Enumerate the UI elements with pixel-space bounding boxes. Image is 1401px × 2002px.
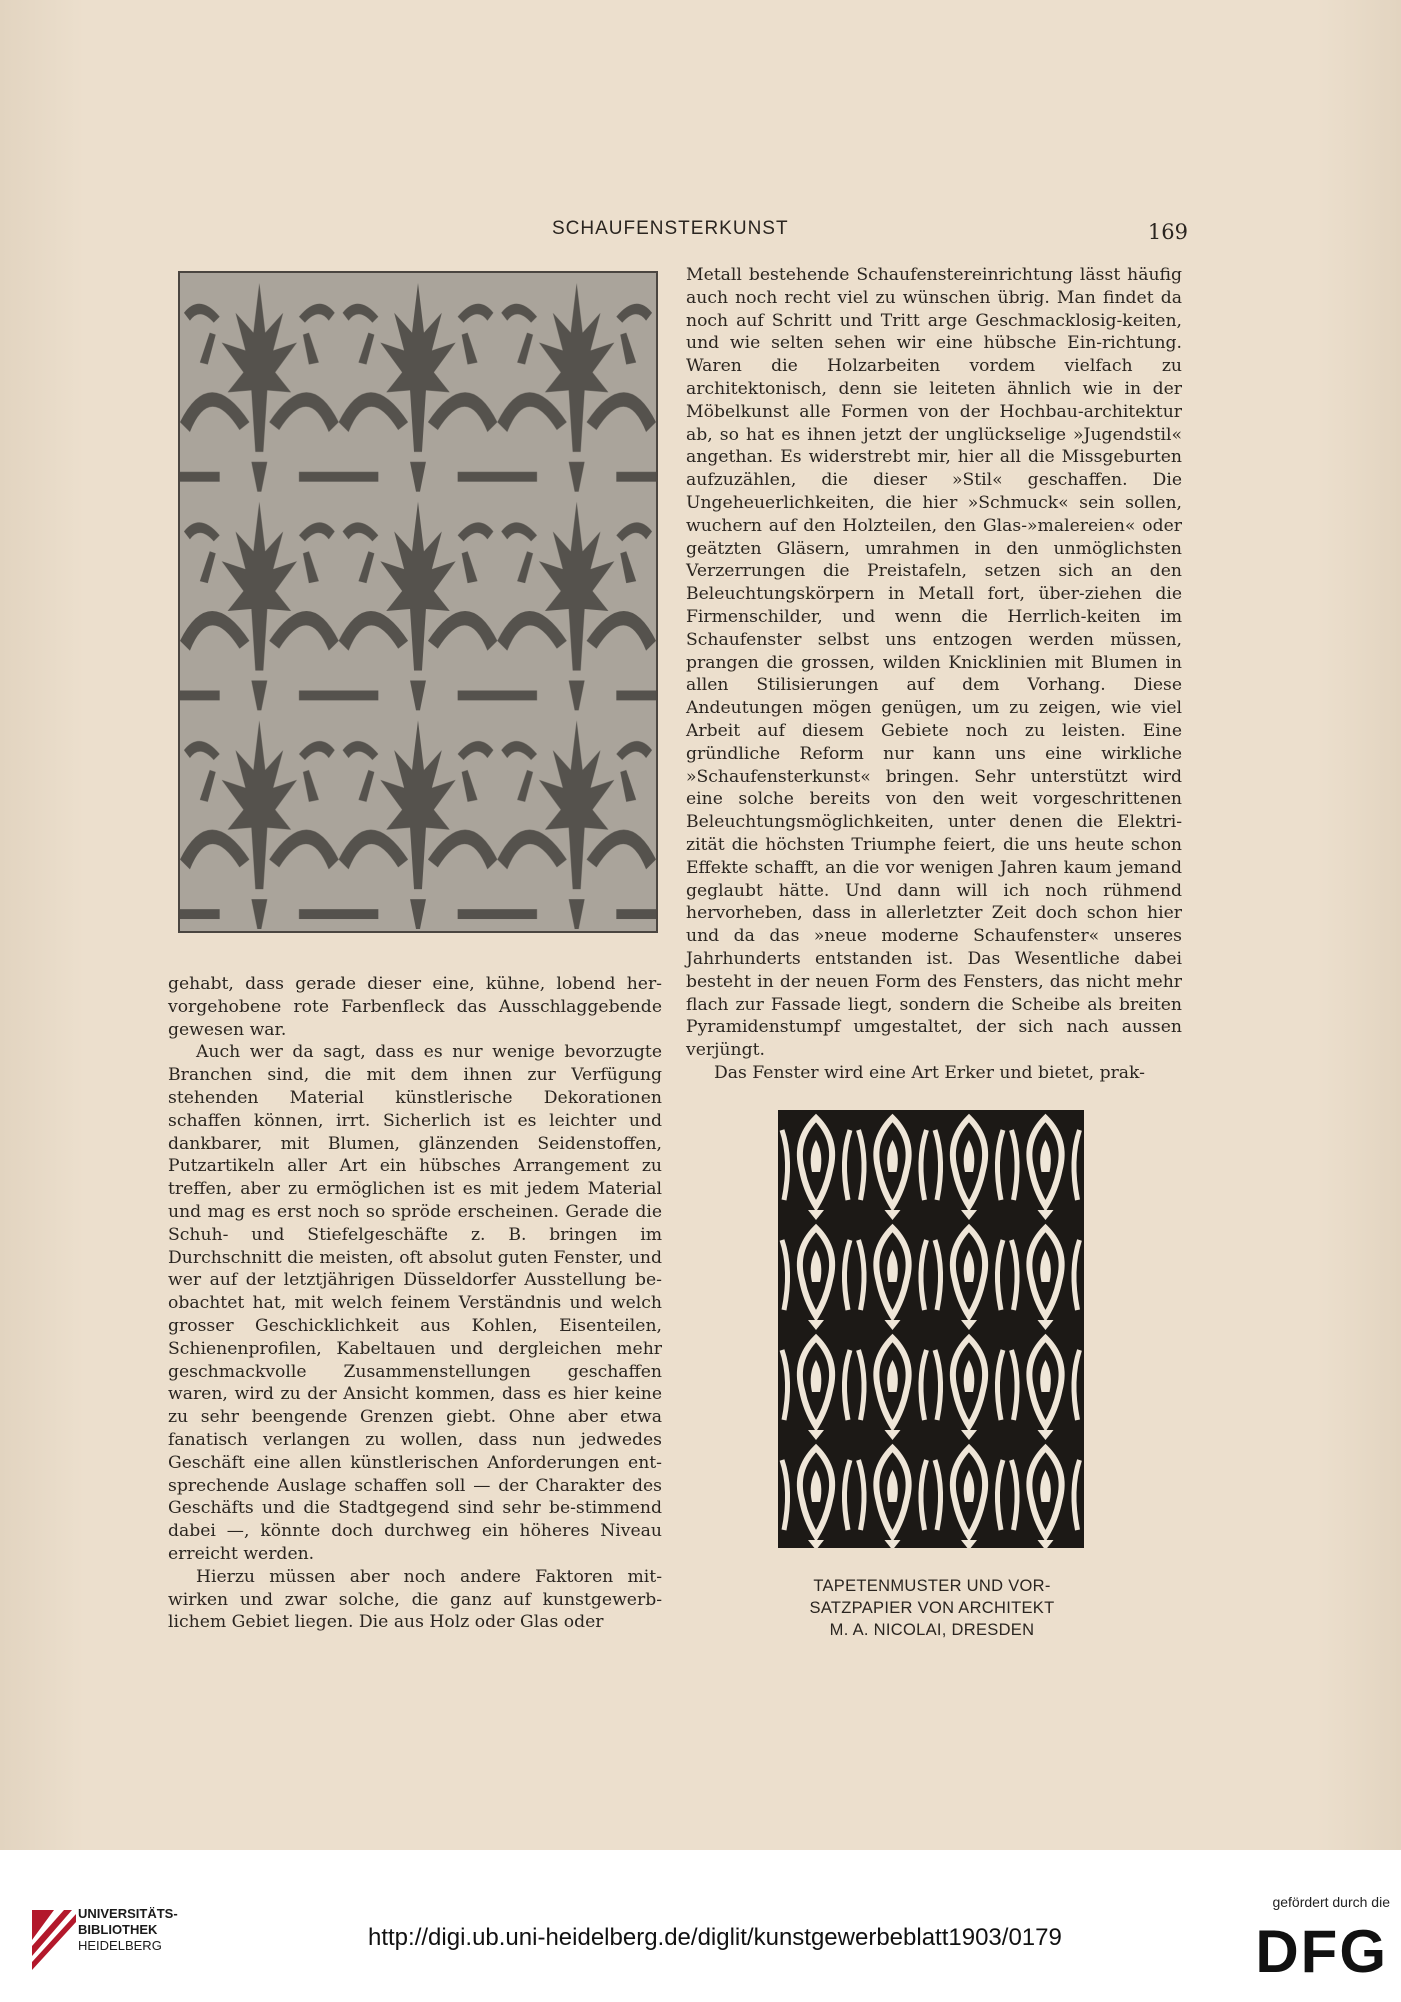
- source-url[interactable]: http://digi.ub.uni-heidelberg.de/diglit/kunstgewerbeblatt1903/0179: [368, 1924, 1062, 1951]
- running-title: SCHAUFENSTERKUNST: [552, 218, 789, 239]
- left-paragraph-1: gehabt, dass gerade dieser eine, kühne, lobend her-vorgehobene rote Farbenfleck das Ausschlaggebende gewesen war.: [168, 974, 662, 1040]
- university-library-name: [78, 1906, 218, 1954]
- endpaper-pattern-figure: [778, 1110, 1084, 1548]
- wallpaper-pattern-image: [180, 273, 656, 931]
- library-line-3: HEIDELBERG: [78, 1938, 162, 1953]
- right-text-column: [686, 264, 1182, 1083]
- caption-line-2: SATZPAPIER VON ARCHITEKT: [809, 1599, 1055, 1617]
- right-paragraph-1: Metall bestehende Schaufenstereinrichtung lässt häufig auch noch recht viel zu wünschen übrig. Man findet da noch auf Schritt und Tritt arge Geschmacklosig-keiten, und wie selten sehen wir eine hübsche Ein-richtung. Waren die Holzarbeiten vordem vielfach zu architektonisch, denn sie leiteten ähnlich wie in der Möbelkunst alle Formen von der Hochbau-architektur ab, so hat es ihnen jetzt der unglückselige »Jugendstil« angethan. Es widerstrebt mir, hier all die Missgeburten aufzuzählen, die dieser »Stil« geschaffen. Die Ungeheuerlichkeiten, die hier »Schmuck« sein sollen, wuchern auf den Holzteilen, den Glas-»malereien« oder geätzten Gläsern, umrahmen in den unmöglichsten Verzerrungen die Preistafeln, setzen sich an den Beleuchtungskörpern in Metall fort, über-ziehen die Firmenschilder, und wenn die Herrlich-keiten im Schaufenster selbst uns entzogen werden müssen, prangen die grossen, wilden Knicklinien mit Blumen in allen Stilisierungen auf dem Vorhang. Diese Andeutungen mögen genügen, um zu zeigen, wie viel Arbeit auf diesem Gebiete noch zu leisten. Eine gründliche Reform nur kann uns eine wirkliche »Schaufensterkunst« bringen. Sehr unterstützt wird eine solche bereits von den weit vorgeschrittenen Beleuchtungsmöglichkeiten, unter denen die Elektri-zität die höchsten Triumphe feiert, die uns heute schon Effekte schafft, an die vor wenigen Jahren kaum jemand geglaubt hätte. Und dann will ich noch rühmend hervorheben, dass in allerletzter Zeit doch schon hier und da das »neue moderne Schaufenster« unseres Jahrhunderts entstanden ist. Das Wesentliche dabei besteht in der neuen Form des Fensters, das nicht mehr flach zur Fassade liegt, sondern die Scheibe als breiten Pyramidenstumpf umgestaltet, der sich nach aussen verjüngt.: [686, 265, 1182, 1061]
- caption-line-1: TAPETENMUSTER UND VOR-: [813, 1577, 1051, 1595]
- endpaper-pattern-image: [778, 1110, 1084, 1548]
- wallpaper-pattern-figure: [178, 271, 658, 933]
- funding-note: gefördert durch die: [1272, 1894, 1390, 1910]
- left-text-column: [168, 973, 662, 1633]
- right-paragraph-2: Das Fenster wird eine Art Erker und bietet, prak-: [714, 1062, 1145, 1083]
- left-paragraph-3: Hierzu müssen aber noch andere Faktoren mit-wirken und zwar solche, die ganz auf kunstgewerb-lichem Gebiet liegen. Die aus Holz oder Glas oder: [168, 1566, 662, 1633]
- dfg-logo: DFG: [1255, 1918, 1388, 1985]
- page-number: 169: [1147, 220, 1188, 244]
- figure-caption: [742, 1575, 1122, 1641]
- library-line-2: BIBLIOTHEK: [78, 1922, 158, 1937]
- caption-line-3: M. A. NICOLAI, DRESDEN: [829, 1621, 1035, 1639]
- left-paragraph-2: Auch wer da sagt, dass es nur wenige bevorzugte Branchen sind, die mit dem ihnen zur Verfügung stehenden Material künstlerische Dekorationen schaffen können, irrt. Sicherlich ist es leichter und dankbarer, mit Blumen, glänzenden Seidenstoffen, Putzartikeln aller Art ein hübsches Arrangement zu treffen, aber zu ermöglichen ist es mit jedem Material und mag es erst noch so spröde erscheinen. Gerade die Schuh- und Stiefelgeschäfte z. B. bringen im Durchschnitt die meisten, oft absolut guten Fenster, und wer auf der letztjährigen Düsseldorfer Ausstellung be-obachtet hat, mit welch feinem Verständnis und welch grosser Geschicklichkeit aus Kohlen, Eisenteilen, Schienenprofilen, Kabeltauen und dergleichen mehr geschmackvolle Zusammenstellungen geschaffen waren, wird zu der Ansicht kommen, dass es hier keine zu sehr beengende Grenzen giebt. Ohne aber etwa fanatisch verlangen zu wollen, dass nun jedwedes Geschäft eine allen künstlerischen Anforderungen ent-sprechende Auslage schaffen soll — der Charakter des Geschäfts und die Stadtgegend sind sehr be-stimmend dabei —, könnte doch durchweg ein höheres Niveau erreicht werden.: [168, 1042, 662, 1564]
- library-line-1: UNIVERSITÄTS-: [78, 1906, 178, 1921]
